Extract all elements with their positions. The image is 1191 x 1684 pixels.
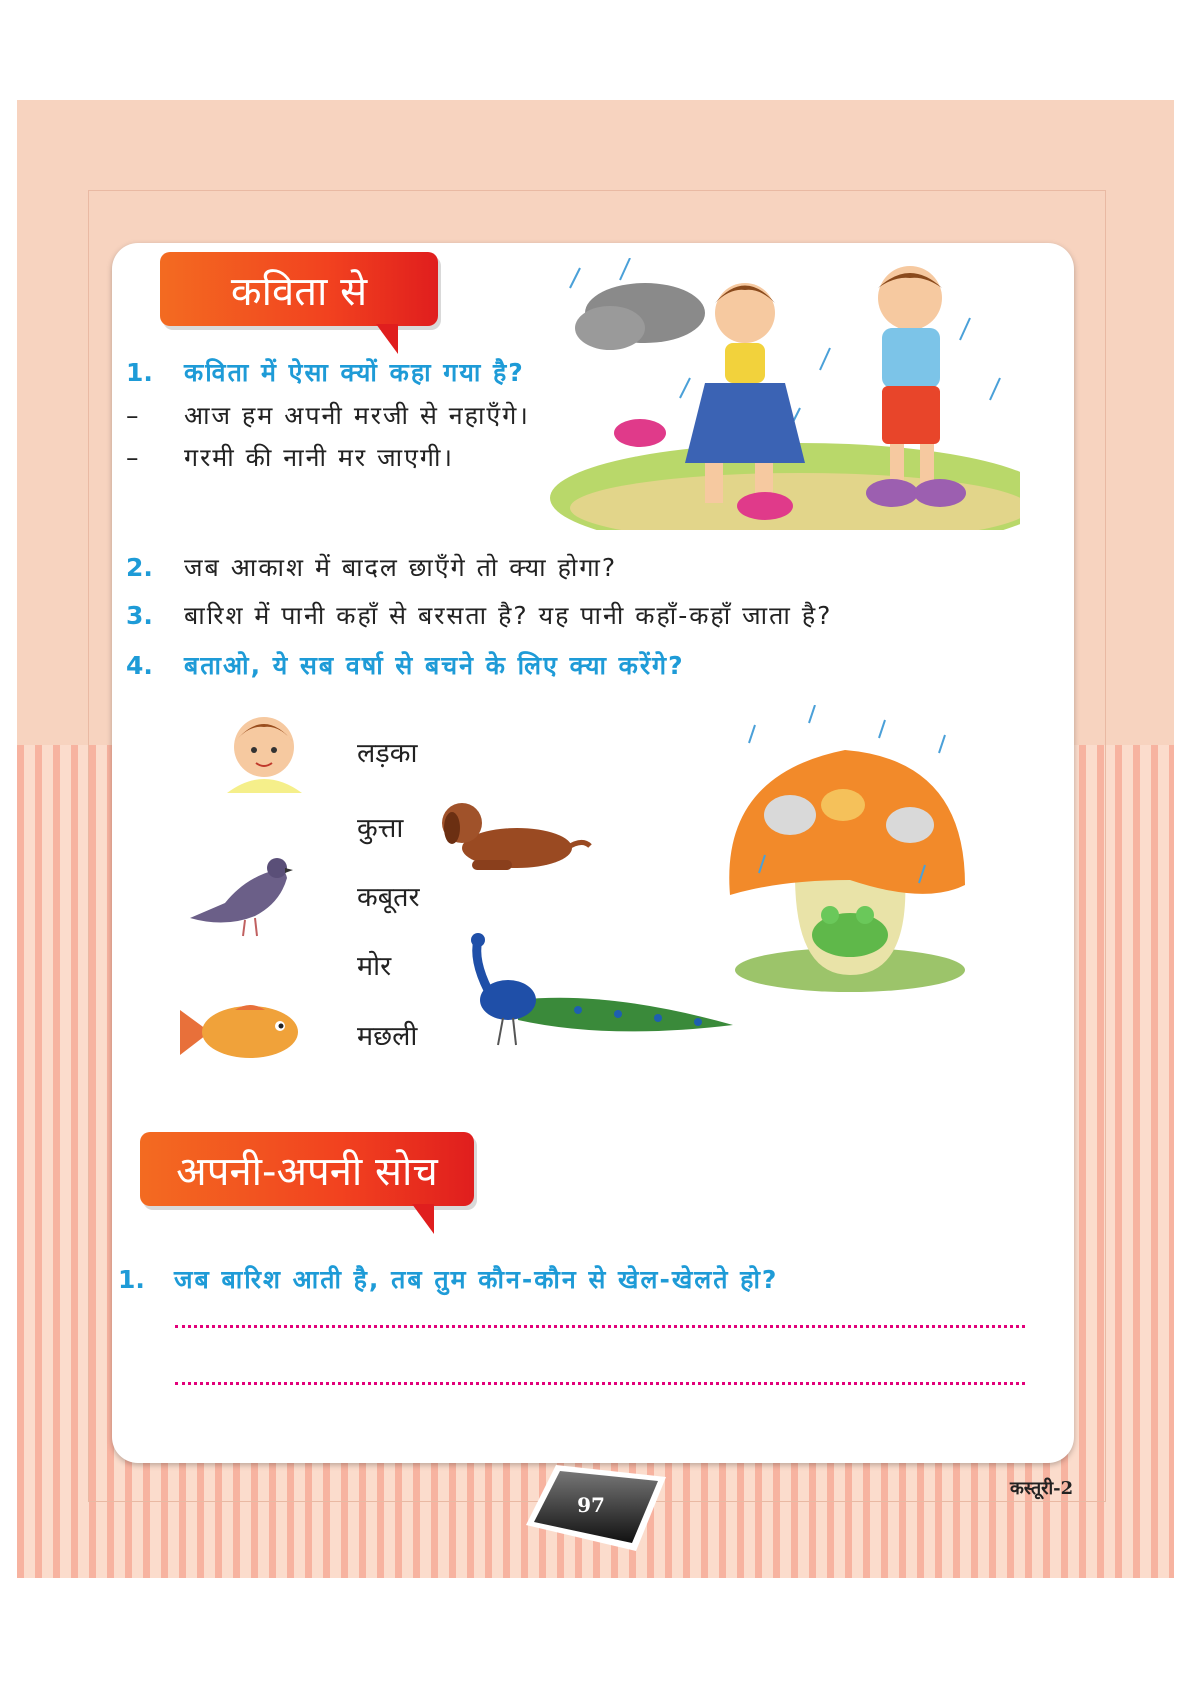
label-peacock: मोर — [357, 951, 392, 982]
answer-line-2[interactable] — [175, 1382, 1025, 1385]
sub-line-1 — [126, 398, 530, 432]
question-text: जब आकाश में बादल छाएँगे तो क्या होगा? — [184, 553, 618, 582]
section-title-kavita-se: कविता से — [160, 252, 438, 326]
book-name: कस्तूरी-2 — [1010, 1478, 1074, 1499]
question-text: बताओ, ये सब वर्षा से बचने के लिए क्या करेंगे? — [184, 651, 685, 680]
section2-question-1 — [118, 1262, 778, 1296]
boy-illustration — [222, 705, 307, 795]
question-text: जब बारिश आती है, तब तुम कौन-कौन से खेल-खेलते हो? — [174, 1265, 779, 1294]
question-4 — [126, 648, 685, 682]
peacock-illustration — [458, 930, 738, 1050]
question-3 — [126, 598, 832, 632]
question-number: 1. — [126, 357, 153, 387]
label-pigeon: कबूतर — [357, 882, 420, 913]
dog-illustration — [432, 798, 592, 878]
question-text: बारिश में पानी कहाँ से बरसता है? यह पानी कहाँ-कहाँ जाता है? — [184, 601, 833, 630]
label-fish: मछली — [357, 1021, 418, 1052]
fish-illustration — [175, 1000, 305, 1065]
sub-line-text: आज हम अपनी मरजी से नहाएँगे। — [184, 401, 530, 430]
question-2 — [126, 550, 617, 584]
answer-line-1[interactable] — [175, 1325, 1025, 1328]
children-in-rain-illustration — [500, 258, 1020, 530]
section-title-apni-apni-soch: अपनी-अपनी सोच — [140, 1132, 474, 1206]
question-number: 3. — [126, 600, 153, 630]
sub-line-2 — [126, 440, 454, 474]
label-boy: लड़का — [357, 738, 418, 769]
dash-bullet: – — [126, 442, 139, 472]
page-number: 97 — [577, 1493, 605, 1517]
question-number: 4. — [126, 650, 153, 680]
dash-bullet: – — [126, 400, 139, 430]
question-text: कविता में ऐसा क्यों कहा गया है? — [184, 358, 525, 387]
question-number: 1. — [118, 1264, 145, 1294]
sub-line-text: गरमी की नानी मर जाएगी। — [184, 443, 454, 472]
question-1 — [126, 355, 525, 389]
label-dog: कुत्ता — [357, 813, 404, 844]
pigeon-illustration — [185, 848, 295, 938]
mushroom-frog-illustration — [725, 705, 970, 995]
question-number: 2. — [126, 552, 153, 582]
